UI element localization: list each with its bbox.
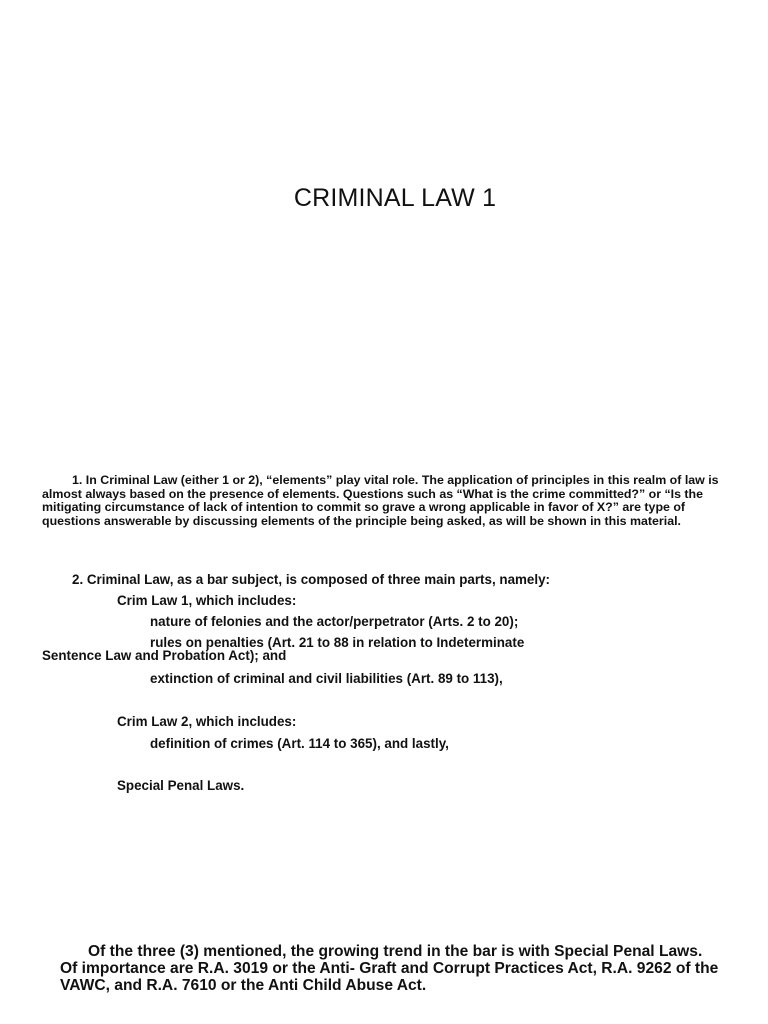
paragraph-1 — [42, 474, 732, 528]
paragraph-1-text: In Criminal Law (either 1 or 2), “elements” play vital role. The application of principles in this realm of law is almost always based on the presence of elements. Questions such as “What is the crime committed?” or “Is the mitigating circumstance of lack of intention to commit so grave a wrong applicable in favor of X?” are type of questions answerable by discussing elements of the principle being asked, as will be shown in this material. — [42, 473, 719, 528]
crim-law-1-item-penalties-line1: rules on penalties (Art. 21 to 88 in relation to Indeterminate — [150, 635, 525, 650]
document-title: CRIMINAL LAW 1 — [293, 184, 497, 212]
crim-law-1-item-extinction: extinction of criminal and civil liabilities (Art. 89 to 113), — [150, 671, 503, 686]
special-penal-laws: Special Penal Laws. — [117, 778, 245, 793]
paragraph-3-text: Of the three (3) mentioned, the growing trend in the bar is with Special Penal Laws. Of importance are R.A. 3019 or the Anti- Graft and Corrupt Practices Act, R.A. 9262 of the VAWC, and R.A. 7610 or the Anti Child Abuse Act. — [60, 943, 719, 994]
paragraph-3 — [60, 943, 720, 994]
crim-law-2-heading: Crim Law 2, which includes: — [117, 714, 297, 729]
paragraph-1-number: 1. — [72, 473, 83, 487]
crim-law-1-heading: Crim Law 1, which includes: — [117, 593, 297, 608]
paragraph-2-intro: 2. Criminal Law, as a bar subject, is composed of three main parts, namely: — [72, 572, 550, 587]
crim-law-1-item-penalties-line2: Sentence Law and Probation Act); and — [42, 648, 287, 663]
crim-law-1-item-felonies: nature of felonies and the actor/perpetrator (Arts. 2 to 20); — [150, 614, 519, 629]
crim-law-2-item-crimes: definition of crimes (Art. 114 to 365), and lastly, — [150, 736, 449, 751]
